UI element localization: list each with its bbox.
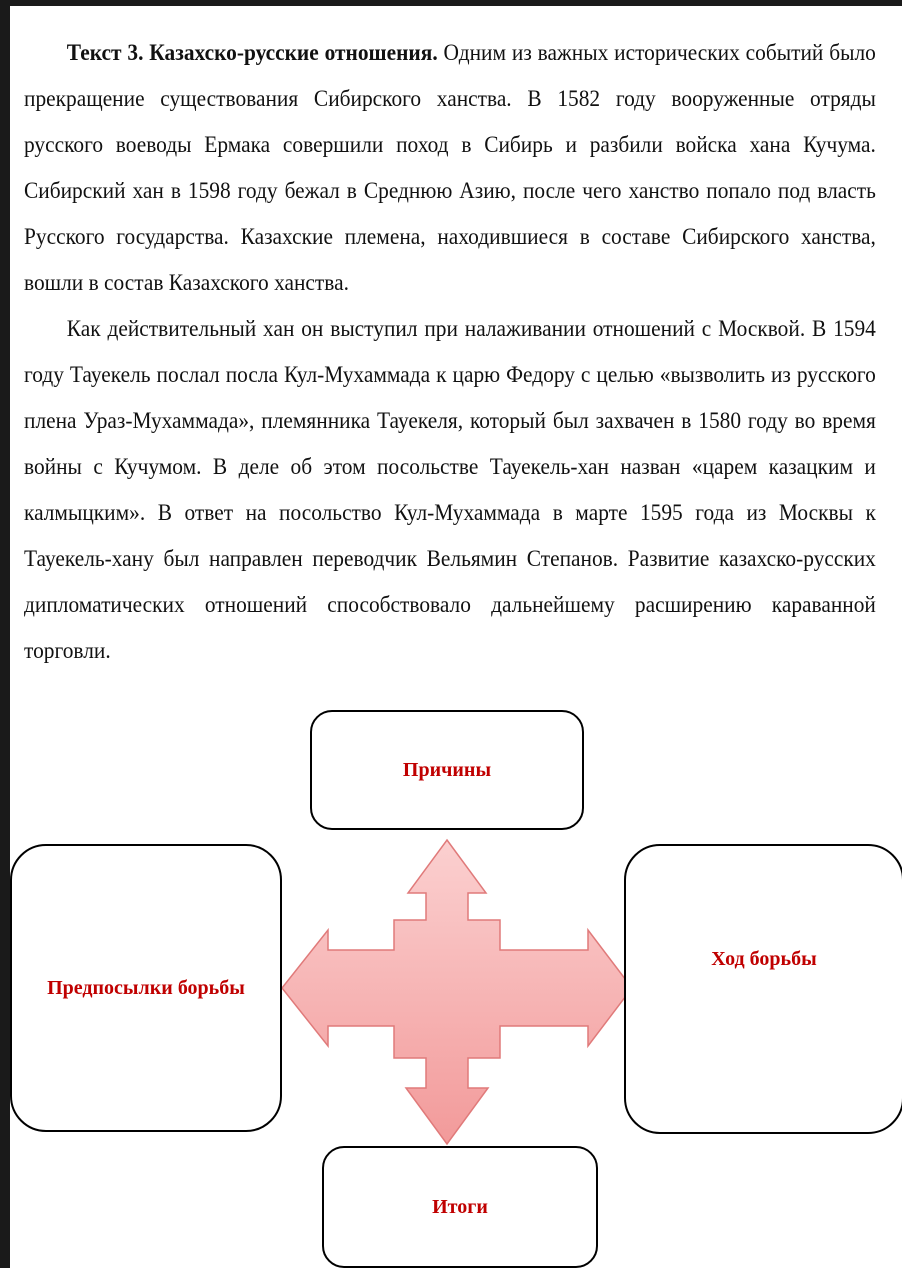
causes-box: [310, 710, 584, 830]
paragraph-1: [24, 30, 876, 306]
results-label: Итоги: [432, 1195, 488, 1218]
prerequisites-label: Предпосылки борьбы: [47, 976, 245, 999]
course-label: Ход борьбы: [711, 947, 817, 970]
paragraph-2: Как действительный хан он выступил при налаживании отношений с Москвой. В 1594 году Тауекель послал посла Кул-Мухаммада к царю Федору с целью «вызволить из русского плена Ураз-Мухаммада», племянника Тауекеля, который был захвачен в 1580 году во время войны с Кучумом. В деле об этом посольстве Тауекель-хан назван «царем казацким и калмыцким». В ответ на посольство Кул-Мухаммада в марте 1595 года из Москвы к Тауекель-хану был направлен переводчик Вельямин Степанов. Развитие казахско-русских дипломатических отношений способствовало дальнейшему расширению караванной торговли.: [24, 316, 876, 663]
document-text: [24, 30, 876, 674]
document-page: [10, 6, 902, 1268]
causes-label: Причины: [402, 758, 492, 781]
paragraph-1-title: Текст 3. Казахско-русские отношения.: [66, 40, 438, 65]
four-way-arrow-icon: [278, 838, 636, 1148]
results-box: [322, 1146, 598, 1268]
course-of-struggle-box: [624, 844, 902, 1134]
prerequisites-box: [10, 844, 282, 1132]
paragraph-1-body: Одним из важных исторических событий было прекращение существования Сибирского ханства. В 1582 году вооруженные отряды русского воеводы Ермака совершили поход в Сибирь и разбили войска хана Кучума. Сибирский хан в 1598 году бежал в Среднюю Азию, после чего ханство попало под власть Русского государства. Казахские племена, находившиеся в составе Сибирского ханства, вошли в состав Казахского ханства.: [24, 40, 876, 295]
